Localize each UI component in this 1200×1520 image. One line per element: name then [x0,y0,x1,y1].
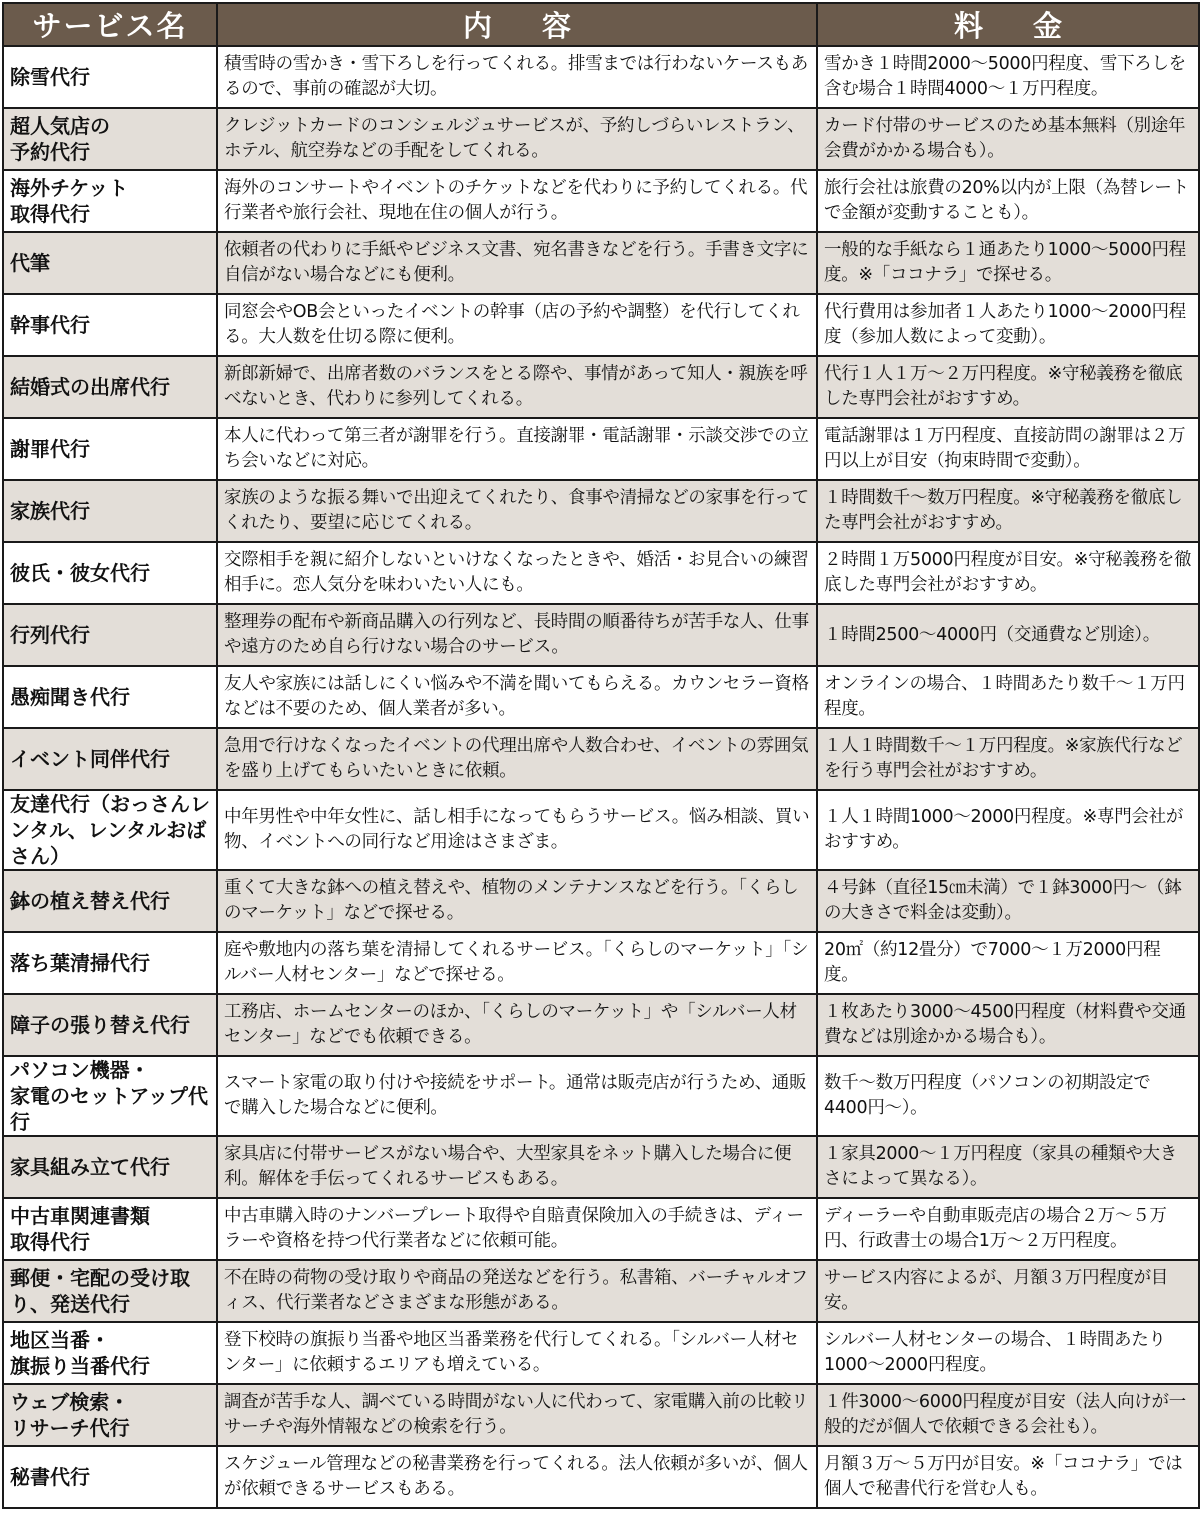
table-row [3,1260,1199,1322]
service-name-cell: 郵便・宅配の受け取り、発送代行 [3,1260,217,1322]
service-name-cell: 障子の張り替え代行 [3,994,217,1056]
table-row [3,1136,1199,1198]
table-row [3,728,1199,790]
price-cell: カード付帯のサービスのため基本無料（別途年会費がかかる場合も）。 [817,108,1199,170]
service-name-cell: 家族代行 [3,480,217,542]
price-cell: １時間数千〜数万円程度。※守秘義務を徹底した専門会社がおすすめ。 [817,480,1199,542]
service-name-cell: 落ち葉清掃代行 [3,932,217,994]
content-cell: 庭や敷地内の落ち葉を清掃してくれるサービス。「くらしのマーケット」「シルバー人材センター」などで探せる。 [217,932,817,994]
price-cell: 数千〜数万円程度（パソコンの初期設定で4400円〜）。 [817,1056,1199,1136]
price-cell: 代行１人１万〜２万円程度。※守秘義務を徹底した専門会社がおすすめ。 [817,356,1199,418]
content-cell: 中年男性や中年女性に、話し相手になってもらうサービス。悩み相談、買い物、イベントへの同行など用途はさまざま。 [217,790,817,870]
table-row [3,932,1199,994]
price-cell: 一般的な手紙なら１通あたり1000〜5000円程度。※「ココナラ」で探せる。 [817,232,1199,294]
table-row [3,480,1199,542]
table-row [3,170,1199,232]
content-cell: 依頼者の代わりに手紙やビジネス文書、宛名書きなどを行う。手書き文字に自信がない場合などにも便利。 [217,232,817,294]
table-row [3,790,1199,870]
service-name-cell: 代筆 [3,232,217,294]
table-row [3,418,1199,480]
content-cell: 登下校時の旗振り当番や地区当番業務を代行してくれる。「シルバー人材センター」に依頼するエリアも増えている。 [217,1322,817,1384]
content-cell: 不在時の荷物の受け取りや商品の発送などを行う。私書箱、バーチャルオフィス、代行業者などさまざまな形態がある。 [217,1260,817,1322]
price-cell: 代行費用は参加者１人あたり1000〜2000円程度（参加人数によって変動）。 [817,294,1199,356]
price-cell: １件3000〜6000円程度が目安（法人向けが一般的だが個人で依頼できる会社も）。 [817,1384,1199,1446]
price-cell: 電話謝罪は１万円程度、直接訪問の謝罪は２万円以上が目安（拘束時間で変動）。 [817,418,1199,480]
table-row [3,1322,1199,1384]
table-row [3,870,1199,932]
table-row [3,232,1199,294]
price-cell: ２時間１万5000円程度が目安。※守秘義務を徹底した専門会社がおすすめ。 [817,542,1199,604]
table-row [3,1446,1199,1508]
service-name-cell: 除雪代行 [3,46,217,108]
service-name-cell: パソコン機器・ 家電のセットアップ代行 [3,1056,217,1136]
service-table [2,2,1200,1509]
service-name-cell: 地区当番・ 旗振り当番代行 [3,1322,217,1384]
content-cell: 家具店に付帯サービスがない場合や、大型家具をネット購入した場合に便利。解体を手伝ってくれるサービスもある。 [217,1136,817,1198]
service-name-cell: ウェブ検索・ リサーチ代行 [3,1384,217,1446]
header-content: 内容 [217,3,817,46]
service-name-cell: 結婚式の出席代行 [3,356,217,418]
service-name-cell: 謝罪代行 [3,418,217,480]
table-row [3,666,1199,728]
table-row [3,994,1199,1056]
content-cell: 積雪時の雪かき・雪下ろしを行ってくれる。排雪までは行わないケースもあるので、事前の確認が大切。 [217,46,817,108]
price-cell: 20㎡（約12畳分）で7000〜１万2000円程度。 [817,932,1199,994]
service-name-cell: 秘書代行 [3,1446,217,1508]
content-cell: 中古車購入時のナンバープレート取得や自賠責保険加入の手続きは、ディーラーや資格を持つ代行業者などに依頼可能。 [217,1198,817,1260]
table-row [3,294,1199,356]
table-row [3,46,1199,108]
header-price: 料金 [817,3,1199,46]
content-cell: 整理券の配布や新商品購入の行列など、長時間の順番待ちが苦手な人、仕事や遠方のため自ら行けない場合のサービス。 [217,604,817,666]
price-cell: １家具2000〜１万円程度（家具の種類や大きさによって異なる）。 [817,1136,1199,1198]
price-cell: ディーラーや自動車販売店の場合２万〜５万円、行政書士の場合1万〜２万円程度。 [817,1198,1199,1260]
price-cell: １人１時間1000〜2000円程度。※専門会社がおすすめ。 [817,790,1199,870]
price-cell: １時間2500〜4000円（交通費など別途）。 [817,604,1199,666]
price-cell: サービス内容によるが、月額３万円程度が目安。 [817,1260,1199,1322]
price-cell: ４号鉢（直径15㎝未満）で１鉢3000円〜（鉢の大きさで料金は変動）。 [817,870,1199,932]
table-row [3,1056,1199,1136]
price-cell: １人１時間数千〜１万円程度。※家族代行などを行う専門会社がおすすめ。 [817,728,1199,790]
price-cell: 雪かき１時間2000〜5000円程度、雪下ろしを含む場合１時間4000〜１万円程度。 [817,46,1199,108]
content-cell: 急用で行けなくなったイベントの代理出席や人数合わせ、イベントの雰囲気を盛り上げてもらいたいときに依頼。 [217,728,817,790]
table-row [3,542,1199,604]
service-name-cell: 愚痴聞き代行 [3,666,217,728]
table-row [3,1198,1199,1260]
service-name-cell: 中古車関連書類 取得代行 [3,1198,217,1260]
price-cell: １枚あたり3000〜4500円程度（材料費や交通費などは別途かかる場合も）。 [817,994,1199,1056]
header-service-name: サービス名 [3,3,217,46]
service-name-cell: 海外チケット 取得代行 [3,170,217,232]
table-row [3,356,1199,418]
price-cell: オンラインの場合、１時間あたり数千〜１万円程度。 [817,666,1199,728]
table-row [3,108,1199,170]
service-name-cell: イベント同伴代行 [3,728,217,790]
service-name-cell: 行列代行 [3,604,217,666]
content-cell: 同窓会やOB会といったイベントの幹事（店の予約や調整）を代行してくれる。大人数を仕切る際に便利。 [217,294,817,356]
price-cell: 月額３万〜５万円が目安。※「ココナラ」では個人で秘書代行を営む人も。 [817,1446,1199,1508]
table-row [3,604,1199,666]
price-cell: 旅行会社は旅費の20%以内が上限（為替レートで金額が変動することも）。 [817,170,1199,232]
content-cell: 新郎新婦で、出席者数のバランスをとる際や、事情があって知人・親族を呼べないとき、代わりに参列してくれる。 [217,356,817,418]
table-row [3,1384,1199,1446]
content-cell: 工務店、ホームセンターのほか、「くらしのマーケット」や「シルバー人材センター」などでも依頼できる。 [217,994,817,1056]
content-cell: 海外のコンサートやイベントのチケットなどを代わりに予約してくれる。代行業者や旅行会社、現地在住の個人が行う。 [217,170,817,232]
service-name-cell: 幹事代行 [3,294,217,356]
content-cell: スケジュール管理などの秘書業務を行ってくれる。法人依頼が多いが、個人が依頼できるサービスもある。 [217,1446,817,1508]
table-header [3,3,1199,46]
table-body [3,46,1199,1508]
content-cell: クレジットカードのコンシェルジュサービスが、予約しづらいレストラン、ホテル、航空券などの手配をしてくれる。 [217,108,817,170]
content-cell: 友人や家族には話しにくい悩みや不満を聞いてもらえる。カウンセラー資格などは不要のため、個人業者が多い。 [217,666,817,728]
service-name-cell: 家具組み立て代行 [3,1136,217,1198]
content-cell: 交際相手を親に紹介しないといけなくなったときや、婚活・お見合いの練習相手に。恋人気分を味わいたい人にも。 [217,542,817,604]
content-cell: 重くて大きな鉢への植え替えや、植物のメンテナンスなどを行う。「くらしのマーケット」などで探せる。 [217,870,817,932]
service-name-cell: 鉢の植え替え代行 [3,870,217,932]
service-name-cell: 超人気店の 予約代行 [3,108,217,170]
service-name-cell: 彼氏・彼女代行 [3,542,217,604]
content-cell: スマート家電の取り付けや接続をサポート。通常は販売店が行うため、通販で購入した場合などに便利。 [217,1056,817,1136]
content-cell: 家族のような振る舞いで出迎えてくれたり、食事や清掃などの家事を行ってくれたり、要望に応じてくれる。 [217,480,817,542]
content-cell: 本人に代わって第三者が謝罪を行う。直接謝罪・電話謝罪・示談交渉での立ち会いなどに対応。 [217,418,817,480]
content-cell: 調査が苦手な人、調べている時間がない人に代わって、家電購入前の比較リサーチや海外情報などの検索を行う。 [217,1384,817,1446]
service-name-cell: 友達代行（おっさんレンタル、レンタルおばさん） [3,790,217,870]
price-cell: シルバー人材センターの場合、１時間あたり1000〜2000円程度。 [817,1322,1199,1384]
